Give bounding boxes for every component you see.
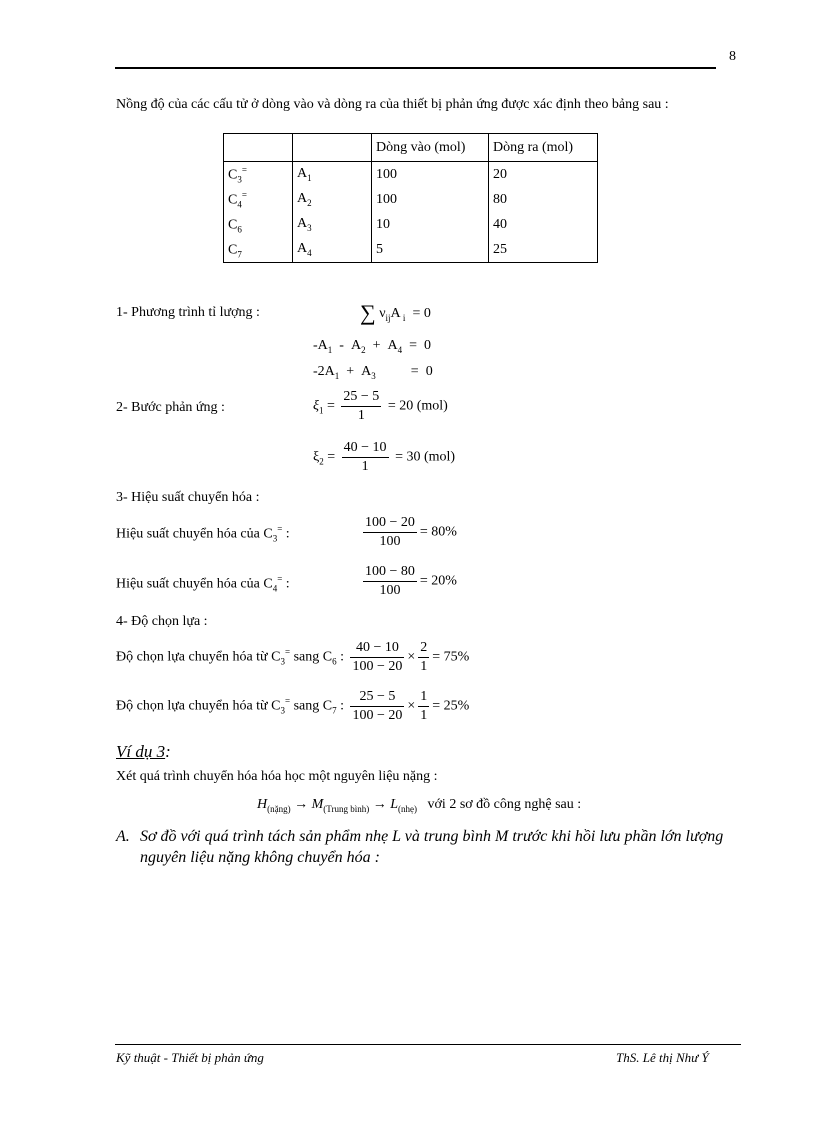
table-header-cell [224, 134, 293, 162]
table-header-cell [293, 134, 372, 162]
symbol-cell: $A_2$ [293, 187, 372, 212]
fraction: $\frac{2}{1}$ [420, 640, 428, 674]
conversion-c3-formula: $\frac{100 - 20}{100}$ = 80% [365, 515, 457, 549]
symbol-cell: $A_3$ [293, 212, 372, 237]
conversion-c3-label: Hiệu suất chuyển hóa của $C_3^=$ : [116, 524, 290, 544]
section-3-label: 3- Hiệu suất chuyển hóa : [116, 490, 260, 505]
stoichiometric-equation-1: $-A_1 - A_2 + A_4 = 0$ [313, 338, 431, 355]
component-cell: $C_3^=$ [224, 162, 293, 188]
outflow-cell: 40 [489, 212, 598, 237]
table-row [224, 187, 598, 212]
component-cell: $C_7$ [224, 237, 293, 263]
inflow-cell: 100 [372, 187, 489, 212]
fraction: $\frac{100 - 80}{100}$ [365, 564, 415, 598]
outflow-cell: 80 [489, 187, 598, 212]
table-header-row [224, 134, 598, 162]
inflow-cell: 10 [372, 212, 489, 237]
fraction: $\frac{25 - 5}{100 - 20}$ [352, 689, 403, 723]
inflow-cell: 5 [372, 237, 489, 263]
stoichiometric-equation-2: $-2A_1 + A_3$ = 0 [313, 364, 433, 381]
section-4-label: 4- Độ chọn lựa : [116, 614, 208, 629]
example-description: Xét quá trình chuyển hóa hóa học một nguyên liệu nặng : [116, 769, 438, 784]
table-row [224, 237, 598, 263]
item-a-label: A. [116, 828, 130, 845]
sigma-symbol: ∑ [360, 300, 376, 325]
selectivity-c7-line: Độ chọn lựa chuyển hóa từ $C_3^=$ sang $C_7$ : $\frac{25 - 5}{100 - 20}$ × $\frac{1}{1}$ = 25% [116, 689, 470, 723]
conversion-c4-label: Hiệu suất chuyển hóa của $C_4^=$ : [116, 574, 290, 594]
concentration-table [223, 133, 598, 263]
section-1-label: 1- Phương trình tỉ lượng : [116, 305, 260, 320]
fraction: $\frac{25 - 5}{1}$ [343, 389, 380, 423]
reaction-scheme: $H_{(nặng)} \to M_{(Trung bình)} \to L_{(nhẹ)}$ với 2 sơ đồ công nghệ sau : [257, 797, 582, 814]
header-rule [115, 67, 716, 69]
selectivity-c6-line: Độ chọn lựa chuyển hóa từ $C_3^=$ sang $C_6$ : $\frac{40 - 10}{100 - 20}$ × $\frac{2}{1}$ = 75% [116, 640, 470, 674]
reaction-extent-1: $\xi_1$ = $\frac{25 - 5}{1}$ = 20 (mol) [313, 389, 448, 423]
reaction-extent-2: $\xi_2$ = $\frac{40 - 10}{1}$ = 30 (mol) [313, 440, 456, 474]
footer-author: ThS. Lê thị Như Ý [616, 1050, 709, 1065]
example-heading: Ví dụ 3: [116, 742, 171, 761]
inflow-cell: 100 [372, 162, 489, 188]
table-header-cell: Dòng vào (mol) [372, 134, 489, 162]
item-a-paragraph [116, 826, 766, 868]
table-header-cell: Dòng ra (mol) [489, 134, 598, 162]
table-row [224, 162, 598, 188]
intro-paragraph: Nồng độ của các cấu tử ở dòng vào và dòng ra của thiết bị phản ứng được xác định theo bảng sau : [116, 97, 669, 112]
fraction: $\frac{100 - 20}{100}$ [365, 515, 415, 549]
footer-course-title: Kỹ thuật - Thiết bị phản ứng [116, 1050, 264, 1065]
symbol-cell: $A_4$ [293, 237, 372, 263]
symbol-cell: $A_1$ [293, 162, 372, 188]
table-row [224, 212, 598, 237]
item-a-text: Sơ đồ với quá trình tách sản phẩm nhẹ L và trung bình M trước khi hồi lưu phần lớn lượng nguyên liệu nặng không chuyển hóa : [140, 828, 724, 866]
component-cell: $C_4^=$ [224, 187, 293, 212]
fraction: $\frac{1}{1}$ [420, 689, 428, 723]
page-number: 8 [729, 49, 736, 64]
section-2-label: 2- Bước phản ứng : [116, 400, 225, 415]
footer-rule [115, 1044, 741, 1045]
outflow-cell: 25 [489, 237, 598, 263]
stoichiometric-general-equation: ∑ $\nu_{ij}A$ $_i$ = 0 [360, 300, 431, 325]
conversion-c4-formula: $\frac{100 - 80}{100}$ = 20% [365, 564, 457, 598]
fraction: $\frac{40 - 10}{1}$ [343, 440, 387, 474]
fraction: $\frac{40 - 10}{100 - 20}$ [352, 640, 403, 674]
outflow-cell: 20 [489, 162, 598, 188]
component-cell: $C_6$ [224, 212, 293, 237]
